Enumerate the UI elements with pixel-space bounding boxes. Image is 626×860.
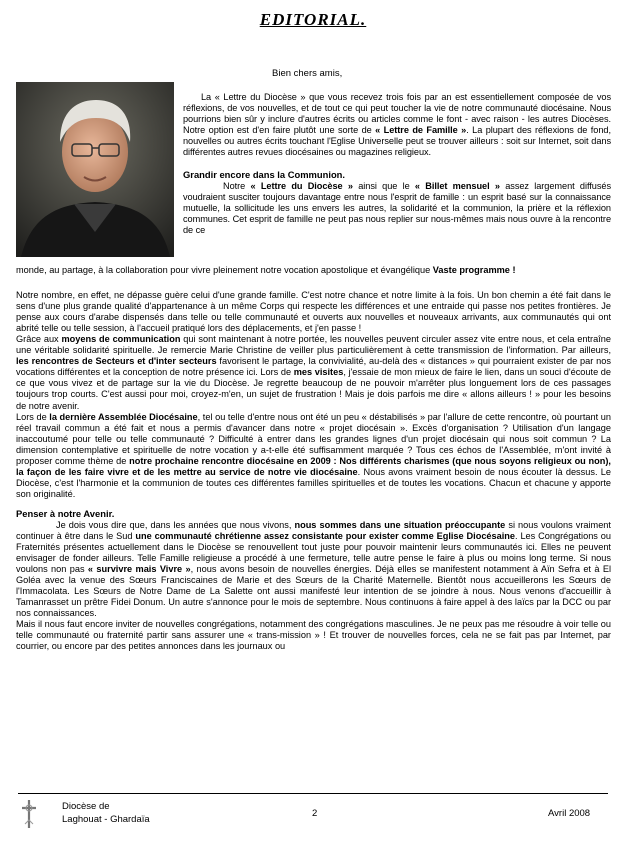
paragraph-communication: Grâce aux moyens de communication qui sont maintenant à notre portée, les nouvelles peuvent circuler assez vite entre nous, et cela entraîne une véritable solidarité spirituelle. Je remercie Marie Christine de veiller plus particulièrement à cette transmission de l'information. Par ailleurs, les rencontres de Secteurs et d'inter secteurs favorisent le partage, la convivialité, au-delà des « distances » qui pourraient exister de par nos vocations différentes et la conception de notre présence ici. Lors de mes visites, j'essaie de mon mieux de faire le lien, dans un souci d'écoute de ce que vous vivez et de partage sur la vie du Diocèse. Je regrette beaucoup de ne pouvoir m'arrêter plus longuement lors de ces passages toujours trop courts. C'est aussi pour moi, croyez-m'en, un sujet de frustration ! Mais je dois parfois me dire « allons ailleurs ! » pour les besoins de notre avenir. [16, 334, 611, 411]
page-number: 2 [312, 808, 318, 819]
portrait-image [16, 82, 174, 257]
paragraph-future: Je dois vous dire que, dans les années que nous vivons, nous sommes dans une situation préoccupante si nous voulons vraiment continuer à être dans le Sud une communauté chrétienne assez consistante pour exister comme Eglise Diocésaine. Les Congrégations ou Fraternités présentes actuellement dans le Diocèse se renouvellent tout juste pour pouvoir maintenir leurs communautés ici. Elles ne peuvent envisager de fonder ailleurs. Telle Famille religieuse a procédé à une fermeture, telle autre pense le faire à plus ou moins long terme. Si nous voulons non pas « survivre mais Vivre », nous avons besoin de nouvelles énergies. Déjà elles se manifestent notamment à Aïn Sefra et à El Goléa avec la venue des Sœurs Franciscaines de Marie et des Sœurs de la Charité Maternelle. Bientôt nous accueillerons les Sœurs de l'Immacolata. Les Sœurs de Notre Dame de La Salette ont aussi manifesté leur intention de se joindre à nous. Nous venons d'accueillir à Tamanrasset un prêtre Fidei Donum. Un autre s'annonce pour le mois de septembre. Nous continuons à faire appel à des laïcs par la DCC ou par nos connaissances. [16, 519, 611, 619]
paragraph-congregations: Mais il nous faut encore inviter de nouvelles congrégations, notamment des congrégations masculines. Je ne peux pas me résoudre à voir telle ou telle communauté ou fraternité partir sans assurer une « trans-mission » ! Et trouver de nouvelles forces, cela ne se fait pas par Internet, par courrier, ou encore par des petites annonces dans les journaux ou [16, 619, 611, 652]
section-heading-communion: Grandir encore dans la Communion. [183, 169, 346, 181]
footer-org-line1: Diocèse de [62, 801, 110, 812]
footer-divider [18, 793, 608, 794]
footer-organization [62, 800, 150, 826]
section-heading-future: Penser à notre Avenir. [16, 507, 115, 519]
main-body [16, 265, 611, 653]
page-title: EDITORIAL. [259, 10, 367, 29]
cross-icon [18, 798, 40, 830]
greeting: Bien chers amis, [272, 68, 343, 79]
intro-section [183, 92, 611, 237]
paragraph-family: Notre nombre, en effet, ne dépasse guère celui d'une grande famille. C'est notre chance et notre limite à la fois. Un bon chemin a été fait dans le sens d'une plus grande qualité d'appartenance à un même Corps qui respecte les différences et une entraide qui passe nos petites frontières. Je pense aux cours d'arabe dispensés dans telle ou telle communauté et ouverts aux nouvelles et nouveaux arrivants, aux communautés qui ont abrité telle ou telle session, à l'accueil pratiqué lors des déplacements, et j'en passe ! [16, 290, 611, 334]
paragraph-assembly: Lors de la dernière Assemblée Diocésaine, tel ou telle d'entre nous ont été un peu « déstabilisés » par l'allure de cette rencontre, où pourtant un réel travail commun a été fait et nous a permis d'avancer dans notre « projet diocésain ». Excès d'organisation ? Utilisation d'un langage inaccoutumé pour telle ou telle communauté ? Difficulté à entrer dans les grandes lignes d'un projet diocésain qui nous soit commun ? La dimension contemplative et spirituelle de notre vocation y a-t-elle été suffisamment marquée ? Tous ces échos de l'Assemblée, m'ont invité à proposer comme thème de notre prochaine rencontre diocésaine en 2009 : Nos différents charismes (que nous soyons religieux ou non), la façon de les faire vivre et de les mettre au service de notre vie diocésaine. Nous avons vraiment besoin de nous écouter là dessus. Le Diocèse, c'est l'harmonie et la communion de toutes ces différentes familles spirituelles et de toutes les vocations. Chacun et chacune y apporte son originalité. [16, 411, 611, 499]
communion-paragraph: Notre « Lettre du Diocèse » ainsi que le « Billet mensuel » assez largement diffusés voudraient susciter toujours davantage entre nous l'esprit de famille : un esprit basé sur la connaissance mutuelle, la sollicitude les uns envers les autres, la solidarité et la communion, la prière et la réflexion communes. Cet esprit de famille ne peut pas nous replier sur nous-mêmes mais nous ouvre à la rencontre de ce [183, 181, 612, 236]
footer-date: Avril 2008 [548, 808, 591, 819]
footer-org-line2: Laghouat - Ghardaïa [62, 814, 150, 825]
intro-paragraph: La « Lettre du Diocèse » que vous recevez trois fois par an est essentiellement composée de vos réflexions, de vos nouvelles, et de tout ce qui peut toucher la vie de notre communauté diocésaine. Nous pourrions bien sûr y inclure d'autres écrits ou articles comme le font - avec raison - les autres Diocèses. Notre option est d'en faire plutôt une sorte de « Lettre de Famille ». La plupart des réflexions de fond, nouvelles ou autres écrits touchant l'Eglise Universelle peut se trouver ailleurs : soit sur Internet, soit dans différentes autres revues diocésaines ou magazines religieux. [183, 92, 611, 158]
author-photo [16, 82, 174, 257]
communion-paragraph-continued: monde, au partage, à la collaboration pour vivre pleinement notre vocation apostolique et évangélique Vaste programme ! [16, 265, 516, 275]
